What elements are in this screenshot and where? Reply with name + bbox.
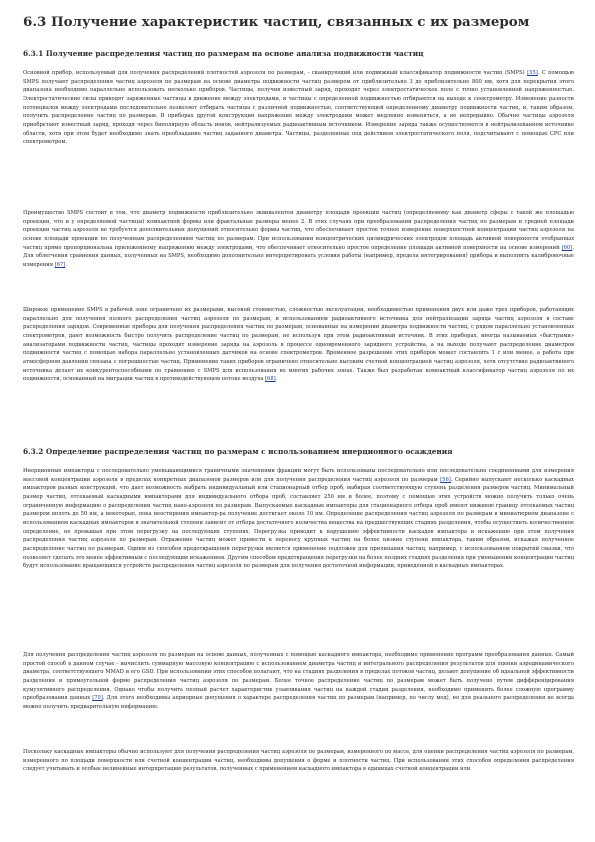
paragraph-text: Для получения распределения частиц аэрозоля по размерам на основе данных, полученных с помощью каскадного импактора, необходимо применение программ преобразования данных. Самый простой способ в данном случае - вычислить суммарную массовую концентрацию с использованием диаметра частиц и интегрального распределения результатов для оценки аэродинамического диаметра, соответствующего MMAD и его GSD. При использовании этих способов полагают, что на стадиях разделения в пределах потоков частиц, делают допущение об идеальной эффективности разделения и прямоугольной форме распределения частиц аэрозоля по размерам. Более точное распределение частиц по размерам может быть получено путем дифференцирования кумулятивного распределения. Однако чтобы получить полный расчет характеристик улавливания частиц на каждой стадии разделения, необходимо применить более сложную программу преобразования данных [23,652,574,702]
paragraph-text: Поскольку каскадные импакторы обычно используют для получения распределения частиц аэрозоля по размерам, измеренного по массе, для оценки распределения частиц аэрозоля по размерам, измеренного по площади поверхности или счетной концентрации частиц, необходимы допущения о форме и плотности частиц. При использовании этих способов определения распределения следует учитывать и особые нелинейные интерпретацию результатов, полученных с применением каскадного импактора в единицах счетной концентрации или [23,749,574,773]
reference-link[interactable]: [70] [92,695,103,702]
section-heading-6-3-1: 6.3.1 Получение распределения частиц по размерам на основе анализа подвижности частиц [23,49,424,58]
paragraph-text: Преимущество SMPS состоит в том, что диаметр подвижности приблизительно эквивалентен диаметру площади проекции частиц (определяемому как диаметр сферы с такой же площадью проекции, что и у определяемой частицы) компактной формы или фрактальные размеры менее 2. В этих случаях при преобразовании распределения частиц по размерам и средней площади проекции частиц аэрозоля не требуется дополнительных допущений относительно формы частиц, что обеспечивает простое точное измерение поверхностной концентрации частиц аэрозоля на основе площади проекции по полученным распределениям частиц по размерам. При использовании концентрических цилиндрических электродов площадь активной поверхности отобранных частиц прямо пропорциональна приложенному напряжению между электродами, что обеспечивает относительно простое определение площади активной поверхности на основе измерений [23,210,574,251]
paragraph [23,306,574,435]
paragraph-text: Широкое применение SMPS в рабочей зоне ограничено их размерами, высокой стоимостью, сложностью эксплуатации, необходимостью применения двух или даже трех приборов, работающих параллельно для получения полного распределения частиц аэрозоля по размерам, и использованием радиоактивного источника для нейтрализации заряда частиц аэрозоля в составе распределения зарядов. Современные приборы для получения распределения частиц по размерам, основанные на измерении диаметра подвижности частиц, с рядом параллельно установленных спектрометров, дают возможность быстро получить распределение частиц по размерам, не используя при этом радиоактивный источник. В этих приборах, иногда называемых «быстрыми» анализаторами подвижности частиц, частицы проходят измерение заряда на аэрозоль в процессе одновременного зарядного устройства, а на выходе получают распределение диаметров подвижности частиц с помощью набора параллельно установленных датчиков на основе спектрометров. Временное разрешение этих приборов может составлять 1 с или менее, а работа при атмосферном давлении связана с погрешностью частиц. Применение таких приборов ограничено относительно высоким счетной концентрацией частиц аэрозоля, хотя отсутствие радиоактивного источника делает их конкурентоспособными по сравнению с SMPS для использования во многих рабочих зонах. Также был разработан компактный классификатор частиц аэрозоля по их подвижности, основанный на миграции частиц в противодействующем потоке воздуха [23,307,574,383]
paragraph [23,209,574,295]
paragraph [23,69,574,198]
paragraph [23,748,574,791]
reference-link[interactable]: [56] [440,476,451,483]
reference-link[interactable]: [67] [54,261,66,268]
paragraph [23,467,574,640]
paragraph-text: Инерционные импакторы с последовательно уменьшающимися граничными значениями фракции могут быть использованы последовательно или последовательно соединенными для измерения массовой концентрации аэрозоля в пределах конкретных диапазонов размеров или для получения распределения частиц аэрозоля по размерам [23,468,574,483]
paragraph-text: . Для облегчения сравнения данных, полученных на SMPS, необходимо дополнительно интерпретировать условия работы (например, предела интегрирования) прибора и выполнить калибровочные измерения [23,244,574,268]
page-title: 6.3 Получение характеристик частиц, связанных с их размером [23,14,530,30]
paragraph-text: . Серийно выпускают несколько каскадных импакторов разных конструкций, что дает возможность выбрать индивидуальный или стационарный отбор проб, выбирая соответствующую ступень разделения размеров частиц. Минимальный размер частиц, отсекаемый каскадными импакторами для индивидуального отбора проб, составляет 250 нм и более, поэтому с помощью этих устройств можно получить только очень ограниченную информацию о распределении частиц нано-аэрозоля по размерам. Выпускаемые каскадные импакторы для стационарного отбора проб имеют нижнюю границу отсекаемых частиц размером вплоть до 50 нм, а некоторые, пока неостирения импактор-ра получение достигает около 10 нм. Определение распределения частиц аэрозоля по размерам в миниатюрном диапазоне с использованием каскадных импакторов в значительной степени зависит от отбора достаточного количества вещества на предшествующих стадиях разделения, чтобы осуществить количественное определение, не превышая при этом перегрузку на последующих ступенях. Перегрузка приводит к нарушению эффективности каскадов импактора и искажению при этом получения распределения частиц аэрозоля по размерам. Отражение частиц может привести к переносу крупных частиц на более низкие ступени импактора, таким образом, искажая полученное распределение частиц по размерам. Одним из способов предотвращения перегрузки является применение подложек для прилипания частиц, например, с использованием покрытий смазки, что позволяет сделать это менее эффективным с последующим искажением. Другим способом предотвращения перегрузки на более поздних стадиях разделения при уменьшении концентрации частиц будут использование вращающихся устройств распределения частиц аэрозоля по размерам для получения достаточной информации, приведенной в каскадных импакторах. [23,476,574,570]
paragraph-text: . С помощью SMPS получают распределения частиц аэрозоля по размерам на основе диаметра подвижности частиц размером от приблизительно 3 до приблизительно 800 нм, хотя для перекрытия этого диапазона необходимо параллельно использовать несколько приборов. Частицы, получив известный заряд, проходят через электростатическое поле с точно установленной напряженностью. Электростатические силы приводят заряженные частицы в движение между электродами, и частицы с определенной подвижностью отбираются на выходе к спектрометру. Изменение разности потенциалов между электродами последовательно позволяет отбирать частицы с различной подвижностью, соответствующей определенному диаметру подвижности частиц, и, таким образом, получить распределение частиц по размерам. В приборах другой конструкции напряжение между электродами может медленно изменяться, а не непрерывно. Обычно частицы аэрозоля приобретают известный заряд, проходя через биполярную область ионов, нейтрализуемых радиоактивным источником. Измерение заряда также осуществляется в нейтрализованном источнике области, хотя при этом будет необходимо знать преобладание частиц заданного диаметра. Частицы, разделенные под действием электростатического поля, подсчитывают с помощью CPC или спектрометром. [23,70,574,146]
section-heading-6-3-2: 6.3.2 Определение распределения частиц по размерам с использованием инерционного осаждения [23,447,453,456]
reference-link[interactable]: [68] [265,376,276,383]
paragraph-text: . Для этого необходимы априорные допущения о характере распределения частиц по размерам (например, по числу мод), но для реального распределения не всегда можно получить предварительную информацию. [23,695,574,710]
paragraph-text: . [65,261,67,268]
reference-link[interactable]: [60] [561,244,573,251]
paragraph-text: . [275,376,278,383]
paragraph [23,651,574,737]
reference-link[interactable]: [55] [527,70,538,76]
paragraph-text: Основной прибор, используемый для получения распределений плотностей аэрозоля по размерам, - сканирующий или подвижный классификатор подвижности частиц (SMPS) [23,70,528,76]
